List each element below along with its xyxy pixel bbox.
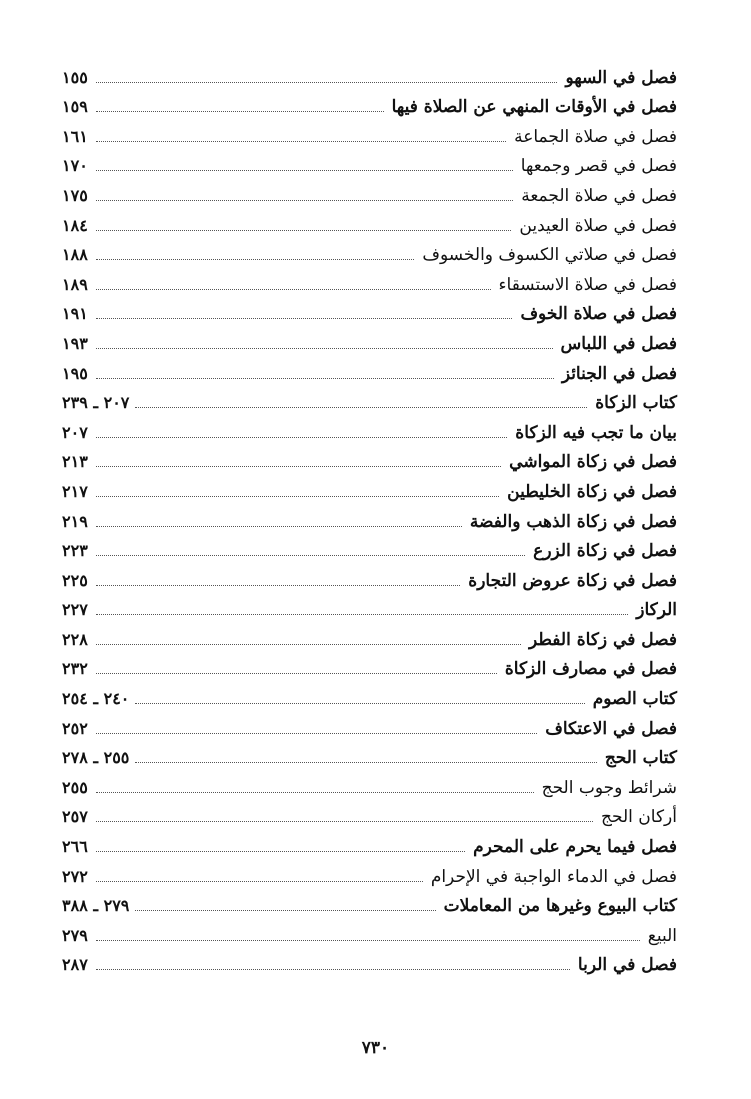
entry-title: فصل في صلاة الاستسقاء <box>498 274 677 295</box>
dot-leader <box>96 169 513 171</box>
entry-page-number: ٢٥٧ <box>62 807 88 827</box>
dot-leader <box>96 732 537 734</box>
toc-entry <box>62 711 677 741</box>
toc-entry <box>62 149 677 179</box>
entry-title: فصل في الدماء الواجبة في الإحرام <box>430 866 677 887</box>
entry-title: الركاز <box>636 600 677 621</box>
toc-entry <box>62 504 677 534</box>
dot-leader <box>96 436 507 438</box>
dot-leader <box>96 968 570 970</box>
dot-leader <box>96 820 593 822</box>
dot-leader <box>96 465 501 467</box>
entry-title: فصل في صلاة العيدين <box>519 215 677 236</box>
entry-page-number: ١٥٩ <box>62 97 88 117</box>
toc-entry <box>62 238 677 268</box>
dot-leader <box>96 850 465 852</box>
entry-title: البيع <box>647 925 677 946</box>
toc-entry <box>62 889 677 919</box>
page-number: ٧٣٠ <box>361 1038 390 1058</box>
entry-page-number: ٢٥٥ <box>62 777 88 797</box>
toc-entry <box>62 297 677 327</box>
toc-entry <box>62 800 677 830</box>
entry-title: كتاب الصوم <box>592 689 677 710</box>
dot-leader <box>96 317 512 319</box>
dot-leader <box>135 406 587 408</box>
entry-page-number: ٢١٧ <box>62 481 88 501</box>
toc-entry <box>62 741 677 771</box>
entry-title: فصل في صلاة الجماعة <box>514 126 677 147</box>
entry-title: فصل في الربا <box>577 955 677 976</box>
entry-page-number: ١٨٤ <box>62 215 88 235</box>
entry-page-number: ٢٠٧ ـ ٢٣٩ <box>62 393 130 413</box>
entry-title: فصل فيما يحرم على المحرم <box>473 837 677 858</box>
toc-entry <box>62 474 677 504</box>
dot-leader <box>135 702 584 704</box>
entry-page-number: ١٩٥ <box>62 363 88 383</box>
toc-entry <box>62 681 677 711</box>
entry-title: فصل في زكاة الزرع <box>533 541 677 562</box>
entry-title: فصل في مصارف الزكاة <box>504 659 677 680</box>
toc-entry <box>62 445 677 475</box>
entry-title: فصل في زكاة الخليطين <box>507 481 677 502</box>
entry-title: فصل في السهو <box>565 67 677 88</box>
toc-entry <box>62 208 677 238</box>
entry-title: بيان ما تجب فيه الزكاة <box>515 422 677 443</box>
entry-title: فصل في زكاة عروض التجارة <box>468 570 677 591</box>
toc-entry <box>62 948 677 978</box>
entry-title: فصل في اللباس <box>560 333 677 354</box>
entry-page-number: ٢٢٣ <box>62 541 88 561</box>
toc-entry <box>62 622 677 652</box>
entry-title: فصل في الجنائز <box>561 363 677 384</box>
entry-page-number: ١٦١ <box>62 126 88 146</box>
entry-page-number: ١٨٨ <box>62 245 88 265</box>
dot-leader <box>96 554 525 556</box>
entry-page-number: ٢٠٧ <box>62 422 88 442</box>
dot-leader <box>96 110 384 112</box>
entry-page-number: ٢٥٢ <box>62 718 88 738</box>
dot-leader <box>96 288 491 290</box>
entry-page-number: ٢٦٦ <box>62 837 88 857</box>
entry-page-number: ٢٧٢ <box>62 866 88 886</box>
dot-leader <box>96 81 557 83</box>
dot-leader <box>135 761 596 763</box>
entry-title: فصل في الاعتكاف <box>545 718 677 739</box>
toc-entry <box>62 119 677 149</box>
entry-page-number: ٢٧٩ ـ ٣٨٨ <box>62 896 130 916</box>
entry-page-number: ٢٢٨ <box>62 629 88 649</box>
entry-title: شرائط وجوب الحج <box>541 777 677 798</box>
toc-entry <box>62 267 677 297</box>
entry-page-number: ١٩٣ <box>62 333 88 353</box>
dot-leader <box>96 199 513 201</box>
entry-page-number: ٢١٣ <box>62 452 88 472</box>
entry-title: فصل في زكاة المواشي <box>509 452 677 473</box>
dot-leader <box>96 495 499 497</box>
toc-entry <box>62 652 677 682</box>
dot-leader <box>96 229 511 231</box>
entry-page-number: ٢٢٧ <box>62 600 88 620</box>
entry-title: فصل في صلاة الخوف <box>520 304 677 325</box>
entry-page-number: ٢٢٥ <box>62 570 88 590</box>
entry-page-number: ١٧٥ <box>62 185 88 205</box>
dot-leader <box>96 258 414 260</box>
toc-entry <box>62 534 677 564</box>
toc-entry <box>62 326 677 356</box>
entry-page-number: ٢٣٢ <box>62 659 88 679</box>
entry-title: فصل في زكاة الفطر <box>528 629 677 650</box>
dot-leader <box>96 791 534 793</box>
dot-leader <box>96 140 506 142</box>
entry-title: فصل في صلاة الجمعة <box>521 185 677 206</box>
dot-leader <box>96 643 521 645</box>
entry-page-number: ٢٧٩ <box>62 925 88 945</box>
dot-leader <box>96 377 554 379</box>
dot-leader <box>96 880 423 882</box>
toc-entry <box>62 918 677 948</box>
toc-entry <box>62 386 677 416</box>
dot-leader <box>96 672 497 674</box>
entry-page-number: ٢٤٠ ـ ٢٥٤ <box>62 689 130 709</box>
entry-page-number: ١٩١ <box>62 304 88 324</box>
entry-title: فصل في قصر وجمعها <box>520 156 677 177</box>
entry-page-number: ١٨٩ <box>62 274 88 294</box>
toc-entry <box>62 829 677 859</box>
dot-leader <box>96 525 462 527</box>
entry-page-number: ٢٨٧ <box>62 955 88 975</box>
entry-page-number: ٢١٩ <box>62 511 88 531</box>
toc-entry <box>62 859 677 889</box>
toc-entry <box>62 593 677 623</box>
entry-title: فصل في الأوقات المنهي عن الصلاة فيها <box>391 97 677 118</box>
entry-title: فصل في زكاة الذهب والفضة <box>469 511 677 532</box>
table-of-contents <box>62 60 677 977</box>
toc-entry <box>62 90 677 120</box>
entry-page-number: ١٥٥ <box>62 67 88 87</box>
toc-entry <box>62 415 677 445</box>
toc-entry <box>62 563 677 593</box>
toc-entry <box>62 178 677 208</box>
dot-leader <box>96 939 640 941</box>
entry-page-number: ٢٥٥ ـ ٢٧٨ <box>62 748 130 768</box>
dot-leader <box>135 909 435 911</box>
entry-title: أركان الحج <box>601 807 677 828</box>
dot-leader <box>96 613 628 615</box>
entry-page-number: ١٧٠ <box>62 156 88 176</box>
dot-leader <box>96 347 553 349</box>
toc-entry <box>62 356 677 386</box>
entry-title: كتاب البيوع وغيرها من المعاملات <box>443 896 677 917</box>
dot-leader <box>96 584 460 586</box>
entry-title: كتاب الزكاة <box>595 393 677 414</box>
entry-title: فصل في صلاتي الكسوف والخسوف <box>422 245 677 266</box>
entry-title: كتاب الحج <box>604 748 677 769</box>
toc-entry <box>62 60 677 90</box>
toc-entry <box>62 770 677 800</box>
